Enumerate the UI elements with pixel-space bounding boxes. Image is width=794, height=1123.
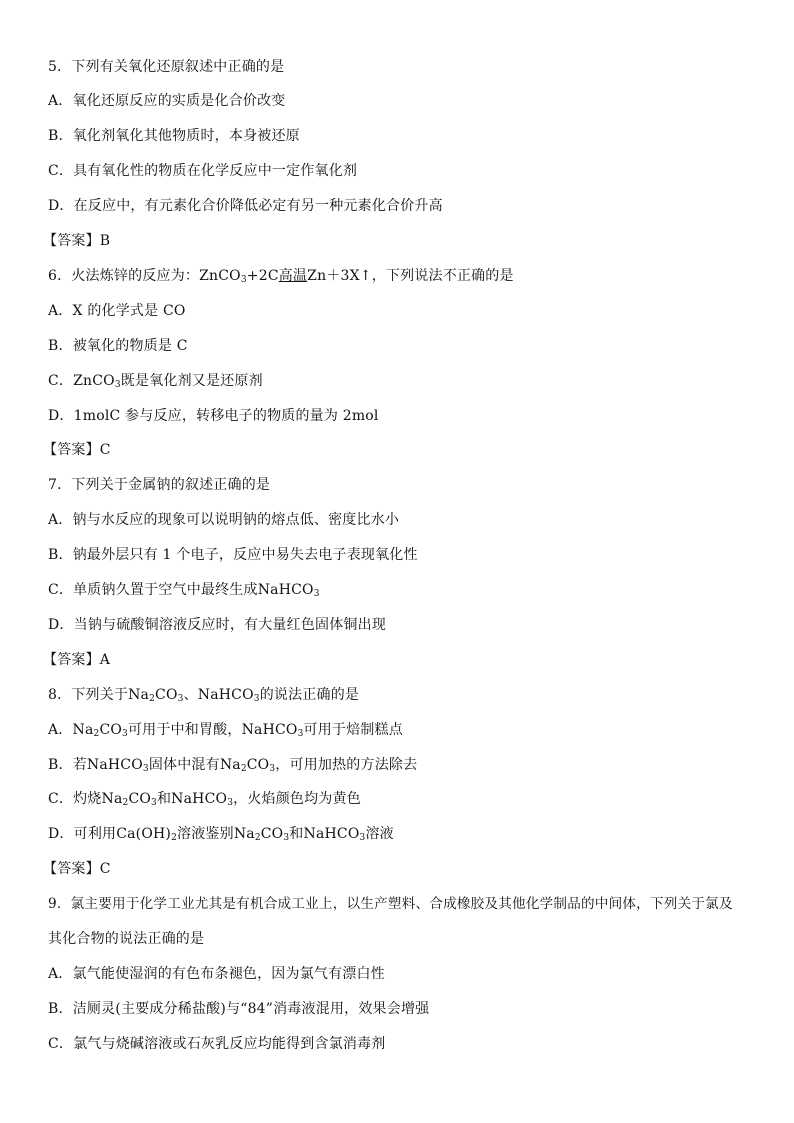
q6-reaction-condition: 高温 bbox=[278, 268, 308, 284]
q8-option-c bbox=[48, 789, 754, 809]
q9-stem-line-1: 9．氯主要用于化学工业尤其是有机合成工业上，以生产塑料、合成橡胶及其他化学制品的中间体，下列关于氯及 bbox=[48, 896, 733, 912]
q5-option-d: D．在反应中，有元素化合价降低必定有另一种元素化合价升高 bbox=[48, 198, 443, 214]
q8-stem-text-1: 8．下列关于Na bbox=[48, 687, 150, 703]
q6-stem-sub: 3 bbox=[240, 275, 247, 285]
q9-option-b: B．洁厕灵(主要成分稀盐酸)与“84”消毒液混用，效果会增强 bbox=[48, 1001, 430, 1017]
q8-d-text-3: CO bbox=[260, 826, 284, 842]
q8-stem-text-4: 的说法正确的是 bbox=[259, 687, 360, 703]
q8-a-sub-1: 2 bbox=[93, 729, 100, 739]
q8-stem-sub-3: 3 bbox=[253, 694, 260, 704]
q6-stem-mid: +2C bbox=[246, 268, 279, 284]
q7-option-c-text: C．单质钠久置于空气中最终生成NaHCO bbox=[48, 582, 314, 598]
q6-option-d: D．1molC 参与反应，转移电子的物质的量为 2mol bbox=[48, 408, 379, 424]
q8-b-text-2: 固体中混有Na bbox=[148, 757, 241, 773]
q5-stem: 5．下列有关氧化还原叙述中正确的是 bbox=[48, 59, 285, 75]
q7-option-d: D．当钠与硫酸铜溶液反应时，有大量红色固体铜出现 bbox=[48, 617, 387, 633]
q8-a-sub-2: 3 bbox=[122, 729, 128, 739]
q8-b-sub-3: 3 bbox=[269, 764, 276, 774]
q8-d-sub-2: 2 bbox=[254, 833, 261, 843]
q8-d-sub-3: 3 bbox=[283, 833, 290, 843]
q7-option-b: B．钠最外层只有 1 个电子，反应中易失去电子表现氧化性 bbox=[48, 547, 418, 563]
q8-stem-sub-2: 3 bbox=[177, 694, 184, 704]
q6-option-c-sub: 3 bbox=[114, 380, 121, 390]
q8-d-text-1: D．可利用Ca(OH) bbox=[48, 826, 172, 842]
q8-c-sub-2: 3 bbox=[151, 798, 157, 808]
q8-d-text-2: 溶液鉴别Na bbox=[177, 826, 255, 842]
q8-a-text-1: A．Na bbox=[48, 722, 94, 738]
q8-b-text-1: B．若NaHCO bbox=[48, 757, 143, 773]
q8-option-b bbox=[48, 755, 754, 775]
q8-a-text-3: 可用于中和胃酸，NaHCO bbox=[127, 722, 298, 738]
q8-b-text-3: CO bbox=[246, 757, 270, 773]
q7-option-c-sub: 3 bbox=[313, 589, 320, 599]
q8-c-sub-1: 2 bbox=[122, 798, 129, 808]
q7-stem: 7．下列关于金属钠的叙述正确的是 bbox=[48, 477, 271, 493]
q9-option-c: C．氯气与烧碱溶液或石灰乳反应均能得到含氯消毒剂 bbox=[48, 1036, 386, 1052]
q9-stem-line-2: 其化合物的说法正确的是 bbox=[48, 931, 205, 947]
q8-c-text-1: C．灼烧Na bbox=[48, 791, 123, 807]
q6-option-b: B．被氧化的物质是 C bbox=[48, 338, 188, 354]
q8-stem-text-2: CO bbox=[155, 687, 178, 703]
q7-option-a: A．钠与水反应的现象可以说明钠的熔点低、密度比水小 bbox=[48, 512, 400, 528]
q5-answer: 【答案】B bbox=[43, 233, 111, 249]
q7-answer: 【答案】A bbox=[43, 652, 111, 668]
q8-b-sub-2: 2 bbox=[240, 764, 247, 774]
q6-stem-suffix: Zn＋3X↑，下列说法不正确的是 bbox=[307, 268, 514, 284]
q6-option-c-prefix: C．ZnCO bbox=[48, 373, 115, 389]
q8-option-a bbox=[48, 720, 754, 740]
q8-c-text-2: CO bbox=[128, 791, 152, 807]
q7-option-c bbox=[48, 580, 754, 600]
q8-b-text-4: ，可用加热的方法除去 bbox=[275, 757, 418, 773]
q8-d-text-4: 和NaHCO bbox=[289, 826, 360, 842]
q8-option-d bbox=[48, 824, 754, 844]
q6-option-c-suffix: 既是氧化剂又是还原剂 bbox=[120, 373, 263, 389]
q6-stem bbox=[48, 266, 754, 286]
q8-a-sub-3: 3 bbox=[297, 729, 304, 739]
q8-d-sub-1: 2 bbox=[171, 833, 178, 843]
q8-c-text-4: ，火焰颜色均为黄色 bbox=[233, 791, 361, 807]
q8-a-text-2: CO bbox=[99, 722, 123, 738]
q8-c-sub-3: 3 bbox=[227, 798, 234, 808]
q6-answer: 【答案】C bbox=[43, 442, 111, 458]
q8-stem-text-3: 、NaHCO bbox=[183, 687, 254, 703]
q8-stem-sub-1: 2 bbox=[149, 694, 156, 704]
q8-a-text-4: 可用于焙制糕点 bbox=[303, 722, 403, 738]
q6-option-c bbox=[48, 371, 754, 391]
q8-answer: 【答案】C bbox=[43, 861, 111, 877]
q6-stem-prefix: 6．火法炼锌的反应为：ZnCO bbox=[48, 268, 241, 284]
q5-option-a: A．氧化还原反应的实质是化合价改变 bbox=[48, 93, 286, 109]
q5-option-b: B．氧化剂氧化其他物质时，本身被还原 bbox=[48, 128, 300, 144]
q5-option-c: C．具有氧化性的物质在化学反应中一定作氧化剂 bbox=[48, 163, 358, 179]
q9-option-a: A．氯气能使湿润的有色布条褪色，因为氯气有漂白性 bbox=[48, 966, 385, 982]
q8-stem bbox=[48, 685, 754, 705]
q6-option-a: A．X 的化学式是 CO bbox=[48, 303, 186, 319]
q8-d-text-5: 溶液 bbox=[365, 826, 394, 842]
q8-b-sub-1: 3 bbox=[142, 764, 149, 774]
q8-d-sub-4: 3 bbox=[359, 833, 366, 843]
q8-c-text-3: 和NaHCO bbox=[156, 791, 228, 807]
